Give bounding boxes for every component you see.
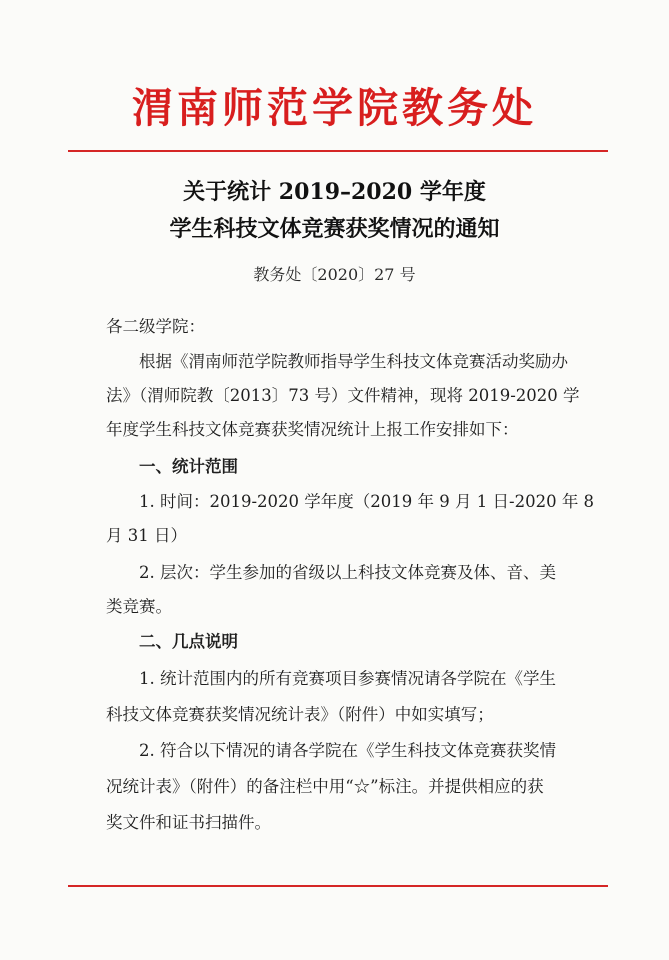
intro-line-3: 年度学生科技文体竞赛获奖情况统计上报工作安排如下： xyxy=(106,420,519,439)
section-2-item-2-line-1: 2. 符合以下情况的请各学院在《学生科技文体竞赛获奖情 xyxy=(139,741,556,760)
section-1-item-1-line-2: 月 31 日） xyxy=(106,526,187,545)
section-2-heading: 二、几点说明 xyxy=(139,632,238,651)
section-1-item-1-line-1: 1. 时间：2019-2020 学年度（2019 年 9 月 1 日-2020 年 8 xyxy=(139,492,595,511)
section-1-item-2-line-2: 类竞赛。 xyxy=(106,597,172,616)
document-number: 教务处〔2020〕27 号 xyxy=(253,265,416,284)
intro-line-1: 根据《渭南师范学院教师指导学生科技文体竞赛活动奖励办 xyxy=(139,352,568,371)
issuing-office-title: 渭南师范学院教务处 xyxy=(132,84,537,132)
section-1-item-2-line-1: 2. 层次：学生参加的省级以上科技文体竞赛及体、音、美 xyxy=(139,563,556,582)
intro-line-2: 法》（渭师院教〔2013〕73 号）文件精神，现将 2019-2020 学 xyxy=(106,386,580,405)
section-2-item-1-line-1: 1. 统计范围内的所有竞赛项目参赛情况请各学院在《学生 xyxy=(139,669,556,688)
footer-red-rule xyxy=(68,885,608,887)
notice-title-line-2: 学生科技文体竞赛获奖情况的通知 xyxy=(169,216,500,242)
salutation: 各二级学院： xyxy=(106,317,205,336)
section-2-item-1-line-2: 科技文体竞赛获奖情况统计表》（附件）中如实填写； xyxy=(106,705,494,724)
section-2-item-2-line-2: 况统计表》（附件）的备注栏中用“☆”标注。并提供相应的获 xyxy=(106,777,544,796)
section-1-heading: 一、统计范围 xyxy=(139,457,238,476)
notice-title-line-1: 关于统计 2019–2020 学年度 xyxy=(183,179,486,205)
header-red-rule xyxy=(68,150,608,152)
section-2-item-2-line-3: 奖文件和证书扫描件。 xyxy=(106,813,271,832)
